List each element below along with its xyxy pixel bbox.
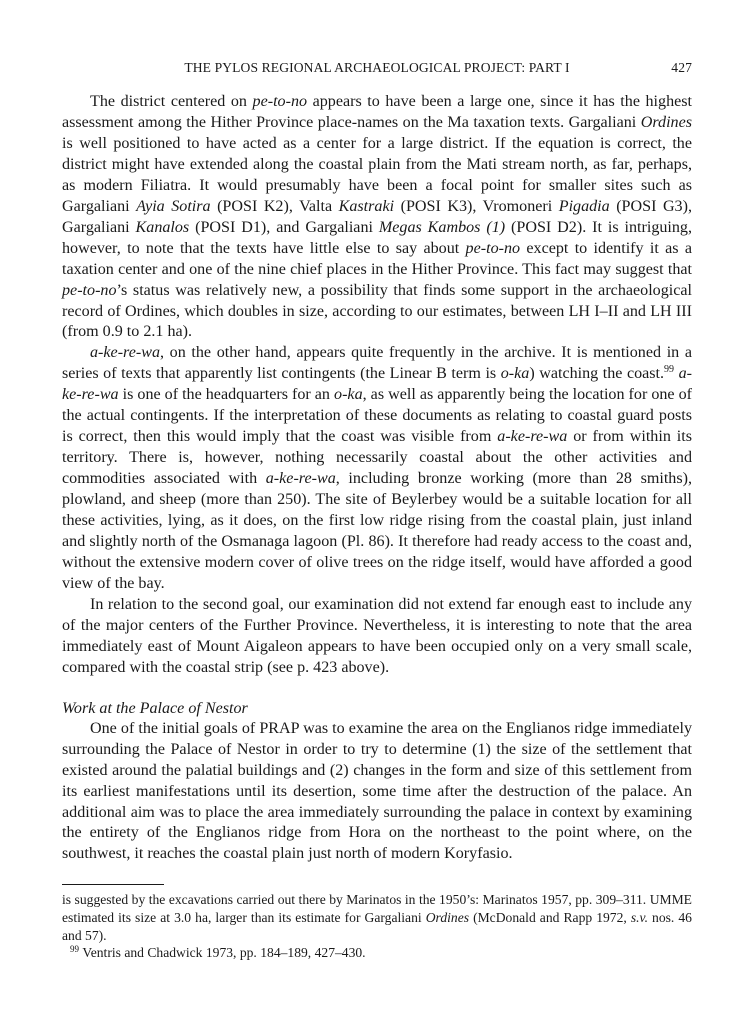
footnote-number: 99	[70, 944, 79, 955]
linear-b-term: a-ke-re-wa	[90, 344, 161, 362]
linear-b-term: pe-to-no	[465, 239, 521, 257]
linear-b-term: pe-to-no	[62, 281, 117, 299]
footnote-ref-99[interactable]: 99	[664, 364, 675, 376]
site-name: Ordines	[425, 909, 470, 925]
site-name: Pigadia	[558, 197, 610, 215]
paragraph-pe-to-no: The district centered on pe-to-no appears to have been a large one, since it has the highest assessment among the Hither Province place-names on the Ma taxation texts. Gargaliani Ordines is well positioned to have acted as a center for a large district. If the equation is correct, the district might have extended along the coastal plain from the Mati stream north, as far, perhaps, as modern Filiatra. It would presumably have been a focal point for smaller sites such as Gargaliani Ayia Sotira (POSI K2), Valta Kastraki (POSI K3), Vromoneri Pigadia (POSI G3), Gargaliani Kanalos (POSI D1), and Gargaliani Megas Kambos (1) (POSI D2). It is intriguing, however, to note that the texts have little else to say about pe-to-no except to identify it as a taxation center and one of the nine chief places in the Hither Province. This fact may suggest that pe-to-no’s status was relatively new, a possibility that finds some support in the archaeological record of Ordines, which doubles in size, according to our estimates, between LH I–II and LH III (from 0.9 to 2.1 ha).	[62, 93, 692, 341]
running-title: THE PYLOS REGIONAL ARCHAEOLOGICAL PROJECT: PART I	[184, 60, 570, 75]
footnote-99	[62, 944, 692, 962]
paragraph-palace-of-nestor: One of the initial goals of PRAP was to examine the area on the Englianos ridge immediately surrounding the Palace of Nestor in order to try to determine (1) the size of the settlement that existed around the palatial buildings and (2) changes in the form and size of this settlement from its earliest manifestations until its desertion, some time after the destruction of the palace. An additional aim was to place the area immediately surrounding the palace in context by examining the entirety of the Englianos ridge from Hora on the northeast to the point where, on the southwest, it reaches the coastal plain just north of modern Koryfasio.	[62, 719, 692, 863]
site-name: Megas Kambos (1)	[378, 218, 506, 236]
site-name: Ordines	[640, 113, 692, 131]
running-head	[62, 60, 692, 82]
linear-b-term: o-ka	[334, 386, 363, 404]
site-name: Kastraki	[338, 197, 395, 215]
linear-b-term: o-ka	[500, 365, 530, 383]
site-name: Kanalos	[135, 218, 190, 236]
paragraph-second-goal: In relation to the second goal, our examination did not extend far enough east to include any of the major centers of the Further Province. Nevertheless, it is interesting to note that the area immediately east of Mount Aigaleon appears to have been occupied only on a very small scale, compared with the coastal strip (see p. 423 above).	[62, 595, 692, 676]
site-name: Ayia Sotira	[136, 197, 211, 215]
page	[62, 60, 692, 962]
linear-b-term: a-ke-re-wa	[265, 470, 336, 488]
linear-b-term: pe-to-no	[252, 93, 308, 110]
footnote-text: Ventris and Chadwick 1973, pp. 184–189, 427–430.	[82, 945, 366, 961]
page-number: 427	[671, 60, 692, 75]
latin-abbrev: s.v.	[630, 909, 648, 925]
linear-b-term: a-ke-re-wa	[497, 428, 568, 446]
section-heading: Work at the Palace of Nestor	[62, 699, 248, 717]
paragraph-a-ke-re-wa: a-ke-re-wa, on the other hand, appears quite frequently in the archive. It is mentioned in a series of texts that apparently list contingents (the Linear B term is o-ka) watching the coast.$^{99}$ a-ke-re-wa is one of the headquarters for an o-ka, as well as apparently being the location for one of the actual contingents. If the interpretation of these documents as relating to coastal guard posts is correct, then this would imply that the coast was visible from a-ke-re-wa or from within its territory. There is, however, nothing necessarily coastal about the other activities and commodities associated with a-ke-re-wa, including bronze working (more than 28 smiths), plowland, and sheep (more than 250). The site of Beylerbey would be a suitable location for all these activities, lying, as it does, on the first low ridge rising from the coastal plain, just inland and slightly north of the Osmanaga lagoon (Pl. 86). It therefore had ready access to the coast and, without the extensive modern cover of olive trees on the ridge itself, would have afforded a good view of the bay.	[62, 344, 692, 592]
footnote-continuation: is suggested by the excavations carried out there by Marinatos in the 1950’s: Marinatos 1957, pp. 309–311. UMME estimated its size at 3.0 ha, larger than its estimate for Gargaliani Ordines (McDonald and Rapp 1972, s.v. nos. 46 and 57).	[62, 892, 692, 943]
linear-b-term: a-ke-re-wa	[62, 365, 692, 404]
footnote-rule	[62, 884, 164, 885]
footnotes	[62, 891, 692, 961]
body-text	[62, 92, 692, 865]
